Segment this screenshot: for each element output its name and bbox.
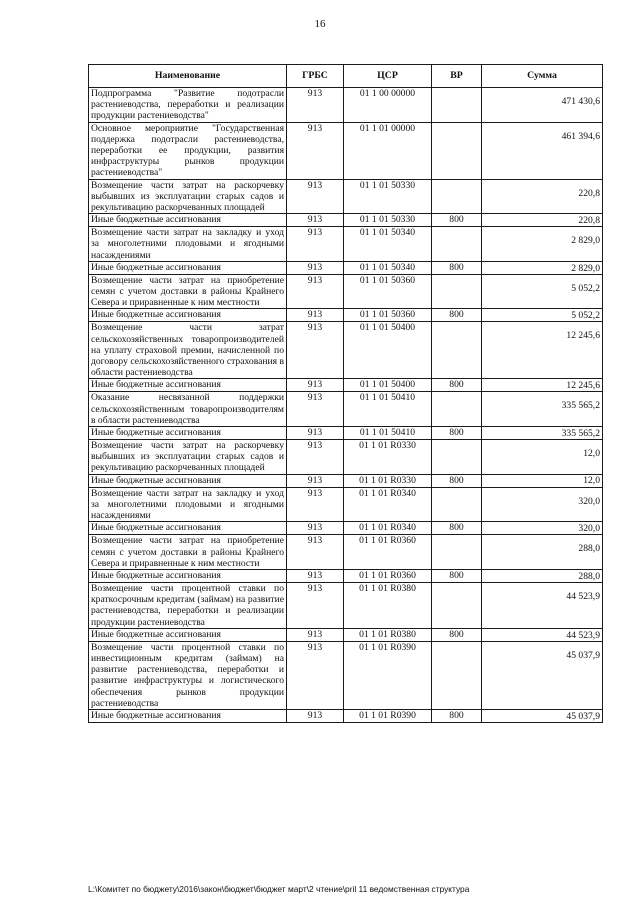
cell-sum: 220,8 <box>482 179 603 214</box>
cell-csr: 01 1 01 50400 <box>344 322 432 379</box>
cell-name: Иные бюджетные ассигнования <box>89 709 287 722</box>
cell-name: Иные бюджетные ассигнования <box>89 628 287 641</box>
cell-name: Иные бюджетные ассигнования <box>89 474 287 487</box>
cell-csr: 01 1 01 50410 <box>344 427 432 440</box>
cell-sum: 335 565,2 <box>482 427 603 440</box>
cell-name: Возмещение части процентной ставки по инвестиционным кредитам (займам) на развитие растениеводства, переработки и развитие инфраструктуры и логистического обеспечения рынков продукции растениеводства <box>89 641 287 709</box>
cell-name: Иные бюджетные ассигнования <box>89 309 287 322</box>
cell-sum: 220,8 <box>482 214 603 227</box>
cell-csr: 01 1 01 R0360 <box>344 569 432 582</box>
table-row <box>89 261 603 274</box>
cell-name: Возмещение части затрат на раскорчевку выбывших из эксплуатации старых садов и рекультивацию раскорчеванных площадей <box>89 440 287 475</box>
cell-name: Иные бюджетные ассигнования <box>89 214 287 227</box>
cell-grbs: 913 <box>287 227 344 262</box>
cell-name: Возмещение части затрат на приобретение семян с учетом доставки в районы Крайнего Севера и приравненные к ним местности <box>89 535 287 570</box>
cell-csr: 01 1 01 50410 <box>344 392 432 427</box>
table-row <box>89 628 603 641</box>
cell-grbs: 913 <box>287 261 344 274</box>
table-row <box>89 487 603 522</box>
cell-vr: 800 <box>432 474 482 487</box>
cell-grbs: 913 <box>287 179 344 214</box>
cell-vr <box>432 487 482 522</box>
table-row <box>89 274 603 309</box>
cell-vr <box>432 641 482 709</box>
table-row <box>89 569 603 582</box>
table-body <box>89 88 603 723</box>
cell-vr <box>432 392 482 427</box>
cell-csr: 01 1 01 R0330 <box>344 474 432 487</box>
cell-csr: 01 1 01 50330 <box>344 179 432 214</box>
cell-name: Возмещение части затрат сельскохозяйственных товаропроизводителей на уплату страховой премии, начисленной по договору сельскохозяйственного страхования в области растениеводства <box>89 322 287 379</box>
cell-vr <box>432 227 482 262</box>
cell-sum: 44 523,9 <box>482 582 603 628</box>
cell-vr: 800 <box>432 379 482 392</box>
cell-csr: 01 1 01 R0380 <box>344 582 432 628</box>
table-row <box>89 641 603 709</box>
footer-file-path: L:\Комитет по бюджету\2016\закон\бюджет\бюджет март\2 чтение\pril 11 ведомственная структура <box>88 884 470 894</box>
cell-csr: 01 1 01 R0390 <box>344 709 432 722</box>
cell-csr: 01 1 01 50340 <box>344 261 432 274</box>
cell-sum: 2 829,0 <box>482 227 603 262</box>
cell-vr <box>432 179 482 214</box>
table-row <box>89 379 603 392</box>
cell-grbs: 913 <box>287 474 344 487</box>
cell-name: Иные бюджетные ассигнования <box>89 427 287 440</box>
table-row <box>89 582 603 628</box>
cell-name: Подпрограмма "Развитие подотрасли растениеводства, переработки и реализации продукции растениеводства" <box>89 88 287 123</box>
cell-sum: 320,0 <box>482 487 603 522</box>
cell-grbs: 913 <box>287 535 344 570</box>
cell-grbs: 913 <box>287 392 344 427</box>
cell-csr: 01 1 00 00000 <box>344 88 432 123</box>
cell-vr: 800 <box>432 214 482 227</box>
cell-grbs: 913 <box>287 122 344 179</box>
cell-csr: 01 1 01 R0360 <box>344 535 432 570</box>
cell-name: Иные бюджетные ассигнования <box>89 569 287 582</box>
table-row <box>89 709 603 722</box>
cell-vr <box>432 440 482 475</box>
cell-name: Иные бюджетные ассигнования <box>89 261 287 274</box>
cell-sum: 288,0 <box>482 535 603 570</box>
cell-sum: 44 523,9 <box>482 628 603 641</box>
cell-csr: 01 1 01 00000 <box>344 122 432 179</box>
cell-sum: 471 430,6 <box>482 88 603 123</box>
table-row <box>89 440 603 475</box>
cell-name: Возмещение части затрат на приобретение семян с учетом доставки в районы Крайнего Севера и приравненные к ним местности <box>89 274 287 309</box>
table-row <box>89 522 603 535</box>
cell-grbs: 913 <box>287 641 344 709</box>
cell-csr: 01 1 01 50400 <box>344 379 432 392</box>
cell-vr <box>432 88 482 123</box>
cell-csr: 01 1 01 R0330 <box>344 440 432 475</box>
table-row <box>89 535 603 570</box>
cell-csr: 01 1 01 50360 <box>344 274 432 309</box>
column-header-csr: ЦСР <box>344 65 432 88</box>
table-row <box>89 427 603 440</box>
cell-sum: 12 245,6 <box>482 379 603 392</box>
cell-csr: 01 1 01 50340 <box>344 227 432 262</box>
table-row <box>89 322 603 379</box>
cell-name: Возмещение части процентной ставки по краткосрочным кредитам (займам) на развитие растениеводства, переработки и реализации продукции растениеводства <box>89 582 287 628</box>
table-row <box>89 309 603 322</box>
cell-vr <box>432 122 482 179</box>
cell-vr <box>432 535 482 570</box>
cell-vr: 800 <box>432 569 482 582</box>
cell-name: Возмещение части затрат на закладку и уход за многолетними плодовыми и ягодными насаждениями <box>89 487 287 522</box>
cell-sum: 5 052,2 <box>482 309 603 322</box>
cell-grbs: 913 <box>287 582 344 628</box>
column-header-name: Наименование <box>89 65 287 88</box>
cell-grbs: 913 <box>287 322 344 379</box>
cell-csr: 01 1 01 R0340 <box>344 487 432 522</box>
cell-vr: 800 <box>432 309 482 322</box>
column-header-grbs: ГРБС <box>287 65 344 88</box>
cell-vr: 800 <box>432 709 482 722</box>
cell-grbs: 913 <box>287 309 344 322</box>
budget-table <box>88 64 603 723</box>
cell-vr <box>432 274 482 309</box>
table-row <box>89 88 603 123</box>
cell-sum: 45 037,9 <box>482 709 603 722</box>
table-header-row <box>89 65 603 88</box>
table-row <box>89 392 603 427</box>
cell-csr: 01 1 01 50330 <box>344 214 432 227</box>
column-header-sum: Сумма <box>482 65 603 88</box>
page-number: 16 <box>314 18 326 30</box>
cell-grbs: 913 <box>287 440 344 475</box>
table-row <box>89 474 603 487</box>
cell-name: Основное мероприятие "Государственная поддержка подотрасли растениеводства, переработки ее продукции, развития инфраструктуры рынков продукции растениеводства" <box>89 122 287 179</box>
cell-csr: 01 1 01 R0390 <box>344 641 432 709</box>
cell-sum: 12 245,6 <box>482 322 603 379</box>
cell-vr: 800 <box>432 261 482 274</box>
cell-sum: 461 394,6 <box>482 122 603 179</box>
cell-name: Оказание несвязанной поддержки сельскохозяйственным товаропроизводителям в области растениеводства <box>89 392 287 427</box>
cell-sum: 12,0 <box>482 474 603 487</box>
cell-csr: 01 1 01 50360 <box>344 309 432 322</box>
cell-csr: 01 1 01 R0340 <box>344 522 432 535</box>
table-row <box>89 122 603 179</box>
cell-grbs: 913 <box>287 214 344 227</box>
cell-sum: 2 829,0 <box>482 261 603 274</box>
table-row <box>89 227 603 262</box>
cell-sum: 288,0 <box>482 569 603 582</box>
cell-sum: 45 037,9 <box>482 641 603 709</box>
cell-name: Возмещение части затрат на закладку и уход за многолетними плодовыми и ягодными насаждениями <box>89 227 287 262</box>
cell-grbs: 913 <box>287 569 344 582</box>
cell-vr: 800 <box>432 522 482 535</box>
cell-grbs: 913 <box>287 522 344 535</box>
cell-name: Иные бюджетные ассигнования <box>89 379 287 392</box>
cell-csr: 01 1 01 R0380 <box>344 628 432 641</box>
cell-sum: 335 565,2 <box>482 392 603 427</box>
cell-name: Иные бюджетные ассигнования <box>89 522 287 535</box>
cell-vr: 800 <box>432 628 482 641</box>
cell-vr <box>432 582 482 628</box>
column-header-vr: ВР <box>432 65 482 88</box>
cell-grbs: 913 <box>287 709 344 722</box>
cell-vr: 800 <box>432 427 482 440</box>
cell-grbs: 913 <box>287 88 344 123</box>
cell-sum: 5 052,2 <box>482 274 603 309</box>
cell-grbs: 913 <box>287 487 344 522</box>
cell-sum: 12,0 <box>482 440 603 475</box>
table-row <box>89 179 603 214</box>
cell-grbs: 913 <box>287 274 344 309</box>
cell-grbs: 913 <box>287 628 344 641</box>
table-row <box>89 214 603 227</box>
cell-name: Возмещение части затрат на раскорчевку выбывших из эксплуатации старых садов и рекультивацию раскорчеванных площадей <box>89 179 287 214</box>
cell-sum: 320,0 <box>482 522 603 535</box>
cell-grbs: 913 <box>287 427 344 440</box>
cell-vr <box>432 322 482 379</box>
cell-grbs: 913 <box>287 379 344 392</box>
